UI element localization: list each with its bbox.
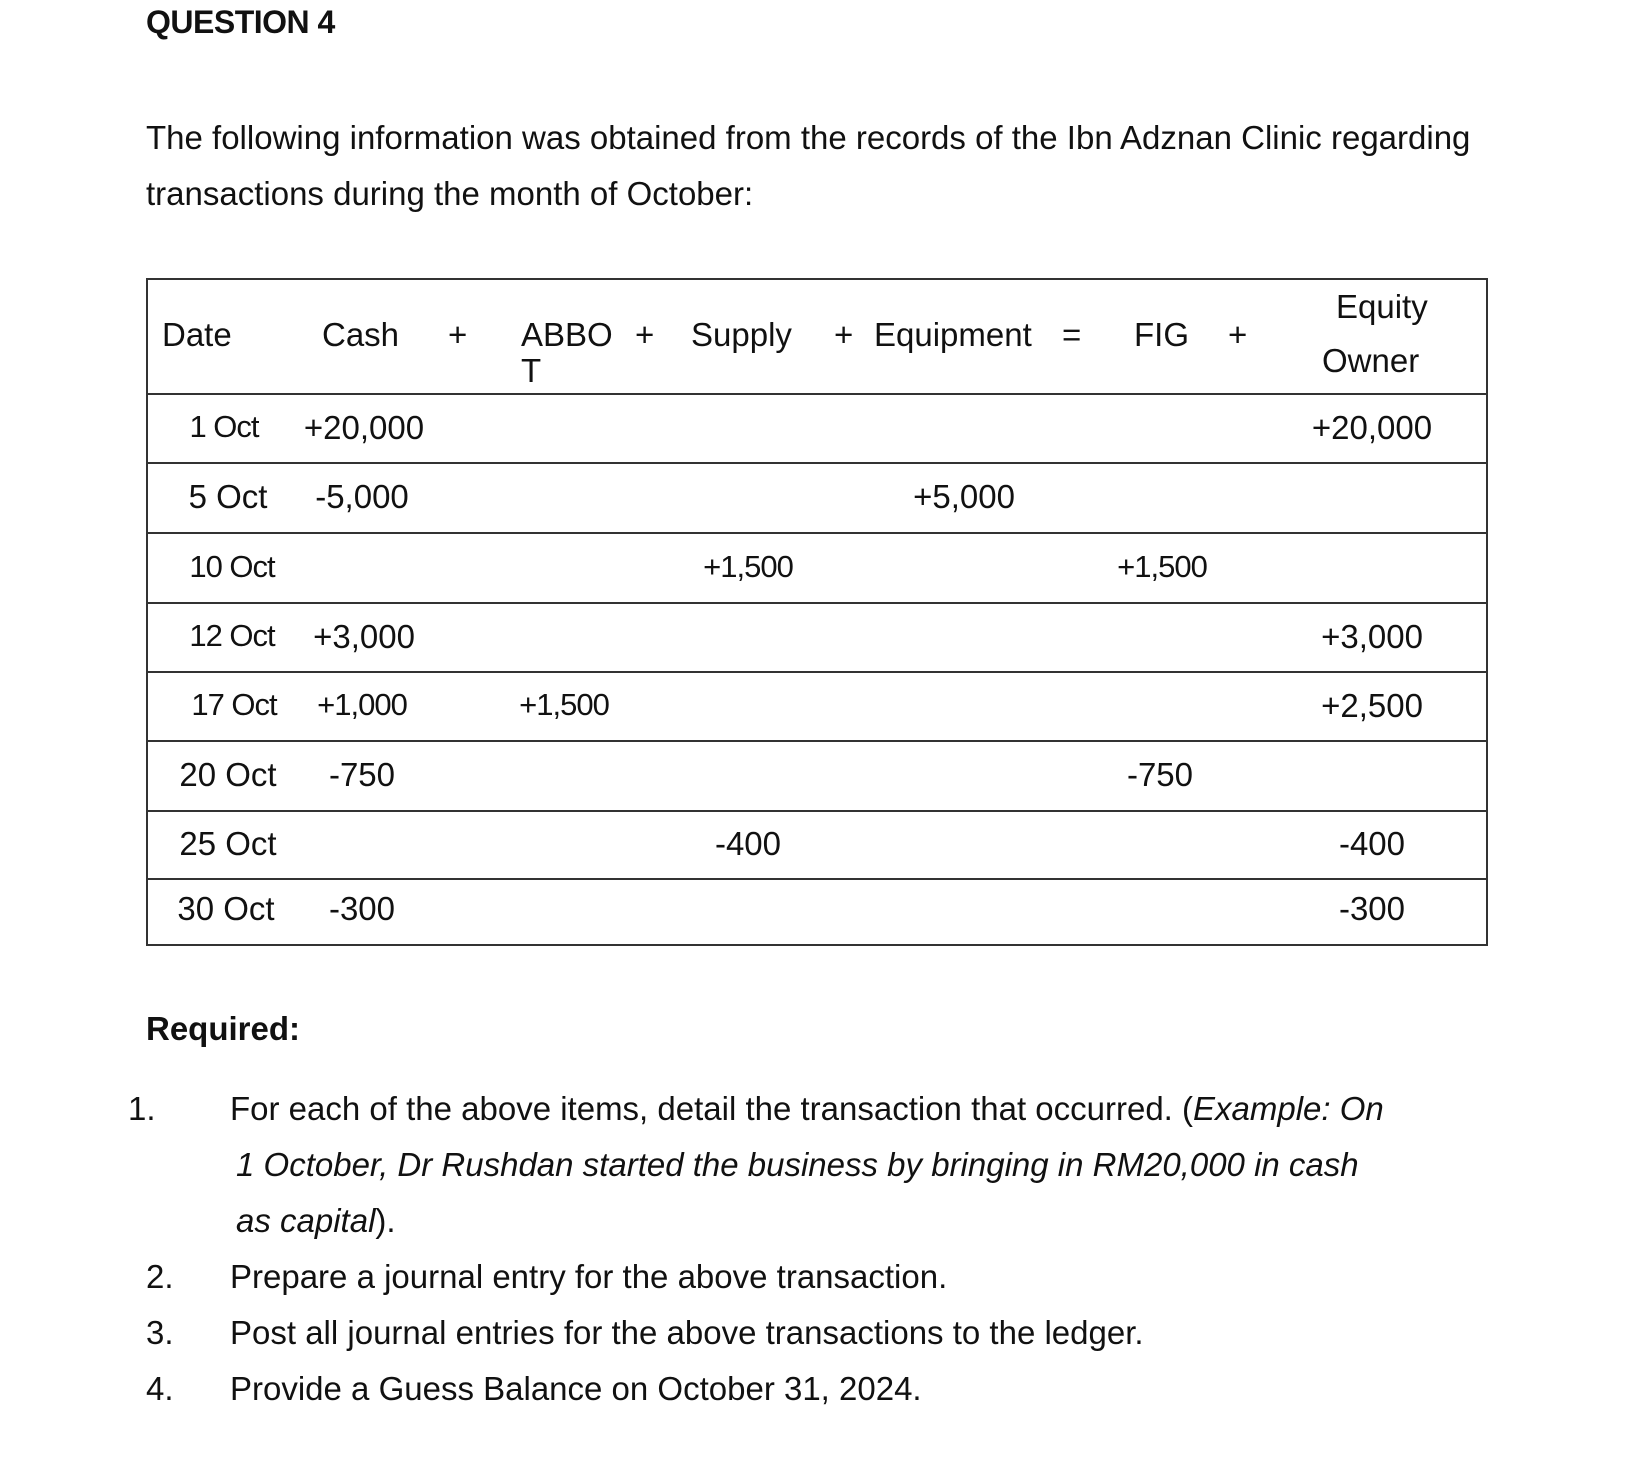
cell-cash: -5,000 <box>315 478 409 515</box>
cell-abbot: +1,500 <box>519 687 609 722</box>
cell-fig: -750 <box>1126 756 1194 793</box>
header-plus-3: + <box>834 316 854 353</box>
cell-equity: -300 <box>1338 890 1406 927</box>
table-row <box>148 534 1486 604</box>
item-1-example-start: Example: On <box>1193 1090 1384 1127</box>
item-number: 1. <box>128 1090 156 1127</box>
header-equity-line2: Owner <box>1322 342 1420 379</box>
cell-date: 17 Oct <box>191 687 277 722</box>
item-1-example-end: as capital <box>236 1202 376 1239</box>
cell-date: 1 Oct <box>189 409 259 444</box>
header-equals: = <box>1062 316 1082 353</box>
item-1-line-1 <box>230 1081 1486 1137</box>
cell-cash: +20,000 <box>303 409 425 446</box>
item-1-text: For each of the above items, detail the transaction that occurred. ( <box>230 1090 1194 1127</box>
header-abbot-line1: ABBO <box>521 316 613 353</box>
intro-paragraph: The following information was obtained from the records of the Ibn Adznan Clinic regarding transactions during the month of October: <box>146 119 1471 212</box>
cell-cash: +3,000 <box>313 618 415 655</box>
item-1-example-middle: 1 October, Dr Rushdan started the business by bringing in RM20,000 in cash <box>236 1146 1359 1183</box>
cell-equity: +2,500 <box>1321 687 1423 724</box>
cell-cash: -750 <box>328 756 396 793</box>
transactions-table <box>146 278 1488 946</box>
cell-date: 30 Oct <box>177 890 275 927</box>
cell-date: 25 Oct <box>179 825 277 862</box>
cell-date: 20 Oct <box>179 756 277 793</box>
item-number: 2. <box>146 1258 174 1295</box>
required-item-2: Prepare a journal entry for the above transaction. <box>230 1258 948 1295</box>
header-fig: FIG <box>1134 316 1189 353</box>
cell-equity: +3,000 <box>1321 618 1423 655</box>
table-row <box>148 673 1486 742</box>
cell-equity: +20,000 <box>1311 409 1433 446</box>
table-row <box>148 880 1486 946</box>
header-equity-line1: Equity <box>1336 288 1428 325</box>
required-heading: Required: <box>146 1010 301 1047</box>
header-equipment: Equipment <box>874 316 1032 353</box>
table-row <box>148 464 1486 534</box>
cell-cash: +1,000 <box>317 687 407 722</box>
table-row <box>148 742 1486 812</box>
table-row <box>148 604 1486 673</box>
header-cash: Cash <box>322 316 400 353</box>
item-number: 4. <box>146 1370 174 1407</box>
cell-equity: -400 <box>1338 825 1406 862</box>
cell-date: 10 Oct <box>189 549 275 584</box>
header-supply: Supply <box>691 316 792 353</box>
header-plus-2: + <box>635 316 655 353</box>
required-item-4: Provide a Guess Balance on October 31, 2024. <box>230 1370 922 1407</box>
cell-supply: +1,500 <box>703 549 793 584</box>
cell-equipment: +5,000 <box>913 478 1015 515</box>
question-title: QUESTION 4 <box>146 4 335 40</box>
cell-fig: +1,500 <box>1117 549 1207 584</box>
cell-date: 5 Oct <box>188 478 268 515</box>
required-item-1 <box>230 1081 1486 1249</box>
table-row <box>148 395 1486 464</box>
cell-supply: -400 <box>714 825 782 862</box>
header-plus-1: + <box>448 316 468 353</box>
item-number: 3. <box>146 1314 174 1351</box>
header-abbot-line2: T <box>521 352 542 389</box>
header-plus-4: + <box>1228 316 1248 353</box>
required-item-3: Post all journal entries for the above transactions to the ledger. <box>230 1314 1144 1351</box>
header-date: Date <box>162 316 232 353</box>
table-header-row <box>148 280 1486 395</box>
cell-cash: -300 <box>328 890 396 927</box>
table-row <box>148 812 1486 880</box>
cell-date: 12 Oct <box>189 618 275 653</box>
item-1-closing: ). <box>375 1202 396 1239</box>
item-1-line-3 <box>230 1193 1486 1249</box>
